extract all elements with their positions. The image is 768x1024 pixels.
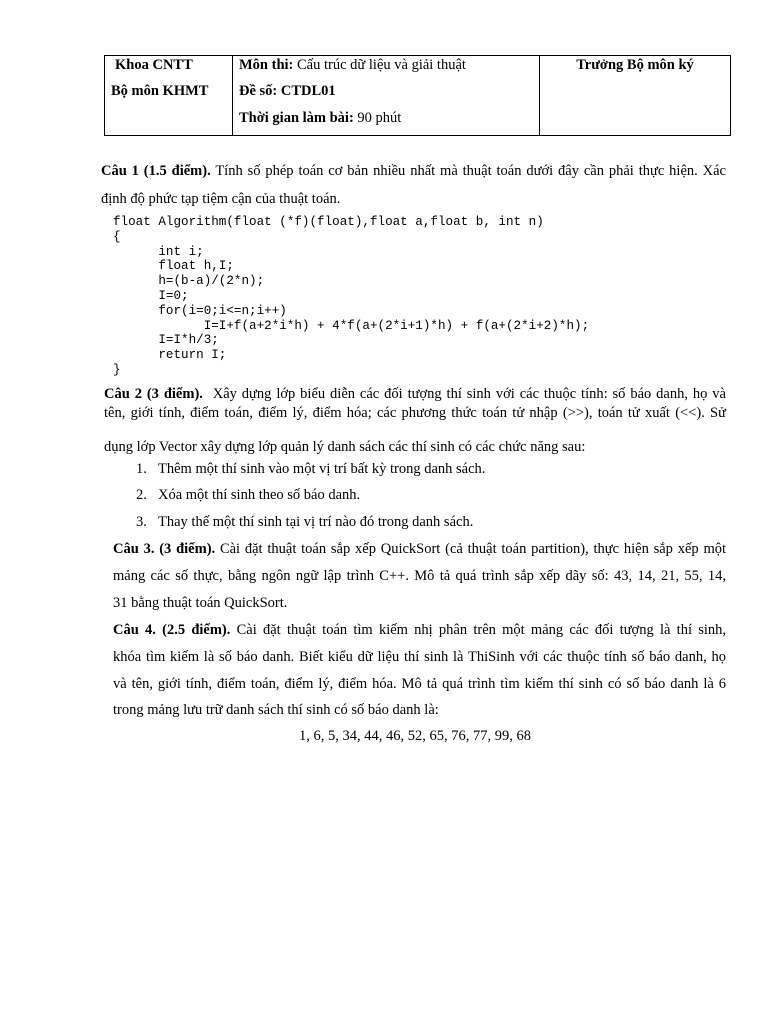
header-middle-cell	[233, 56, 540, 136]
q2-list-item: 3. Thay thế một thí sinh tại vị trí nào đó trong danh sách.	[136, 514, 474, 530]
exam-code-value: CTDL01	[280, 83, 336, 99]
q4-title: Câu 4. (2.5 điểm).	[113, 622, 231, 638]
time-line	[239, 110, 401, 127]
time-label: Thời gian làm bài:	[239, 110, 354, 126]
q3-line-3: 31 bằng thuật toán QuickSort.	[113, 595, 288, 611]
subject-label: Môn thi:	[239, 57, 294, 73]
header-right-cell	[540, 56, 731, 136]
q4-array-values: 1, 6, 5, 34, 44, 46, 52, 65, 76, 77, 99, 68	[299, 728, 531, 744]
q4-line-4: trong mảng lưu trữ danh sách thí sinh có số báo danh là:	[113, 702, 439, 718]
exam-code-label: Đề số:	[239, 83, 278, 99]
q3-title: Câu 3. (3 điểm).	[113, 541, 216, 557]
q1-line-2: định độ phức tạp tiệm cận của thuật toán.	[101, 191, 341, 207]
subject-value: Cấu trúc dữ liệu và giải thuật	[297, 57, 466, 73]
q2-list-item: 2. Xóa một thí sinh theo số báo danh.	[136, 487, 361, 503]
header-left-cell	[105, 56, 233, 136]
signature-label: Trưởng Bộ môn ký	[576, 57, 694, 73]
q2-title: Câu 2 (3 điểm).	[104, 386, 203, 402]
q2-list-item: 1. Thêm một thí sinh vào một vị trí bất kỳ trong danh sách.	[136, 461, 486, 477]
q2-line-2: tên, giới tính, điểm toán, điểm lý, điểm hóa; các phương thức toán tử nhập (>>), toán tử xuất (<<). Sử	[104, 405, 726, 421]
q1-code-block: float Algorithm(float (*f)(float),float a,float b, int n) { int i; float h,I; h=(b-a)/(2*n); I=0; for(i=0;i<=n;i++) I=I+f(a+2*i*h) + 4*f(a+(2*i+1)*h) + f(a+(2*i+2)*h); I=I*h/3; return I; }	[113, 215, 590, 377]
q3-line-2: mảng các số thực, bằng ngôn ngữ lập trình C++. Mô tả quá trình sắp xếp dãy số: 43, 14, 21, 55, 14,	[113, 568, 726, 584]
q2-line-1: Câu 2 (3 điểm). Xây dựng lớp biểu diễn các đối tượng thí sinh với các thuộc tính: số báo danh, họ và	[104, 386, 726, 402]
q4-line-2: khóa tìm kiếm là số báo danh. Biết kiểu dữ liệu thí sinh là ThiSinh với các thuộc tính số báo danh, họ	[113, 649, 726, 665]
faculty-name: Khoa CNTT	[115, 57, 193, 73]
q2-line-3: dụng lớp Vector xây dựng lớp quản lý danh sách các thí sinh có các chức năng sau:	[104, 439, 586, 455]
exam-header-table	[104, 55, 731, 136]
q3-line-1: Câu 3. (3 điểm). Cài đặt thuật toán sắp xếp QuickSort (cả thuật toán partition), thực hiện sắp xếp một	[113, 541, 726, 557]
time-value: 90 phút	[357, 110, 402, 126]
q4-line-1: Câu 4. (2.5 điểm). Cài đặt thuật toán tìm kiếm nhị phân trên một mảng các đối tượng là thí sinh,	[113, 622, 726, 638]
q4-line-3: và tên, giới tính, điểm toán, điểm lý, điểm hóa. Mô tả quá trình tìm kiếm thí sinh có số báo danh là 6	[113, 676, 726, 692]
exam-code-line	[239, 83, 336, 100]
q1-title: Câu 1 (1.5 điểm).	[101, 163, 211, 179]
department-name: Bộ môn KHMT	[111, 83, 209, 99]
q1-line-1: Câu 1 (1.5 điểm). Tính số phép toán cơ bản nhiều nhất mà thuật toán dưới đây cần phải thực hiện. Xác	[101, 163, 726, 179]
subject-line	[239, 57, 466, 74]
